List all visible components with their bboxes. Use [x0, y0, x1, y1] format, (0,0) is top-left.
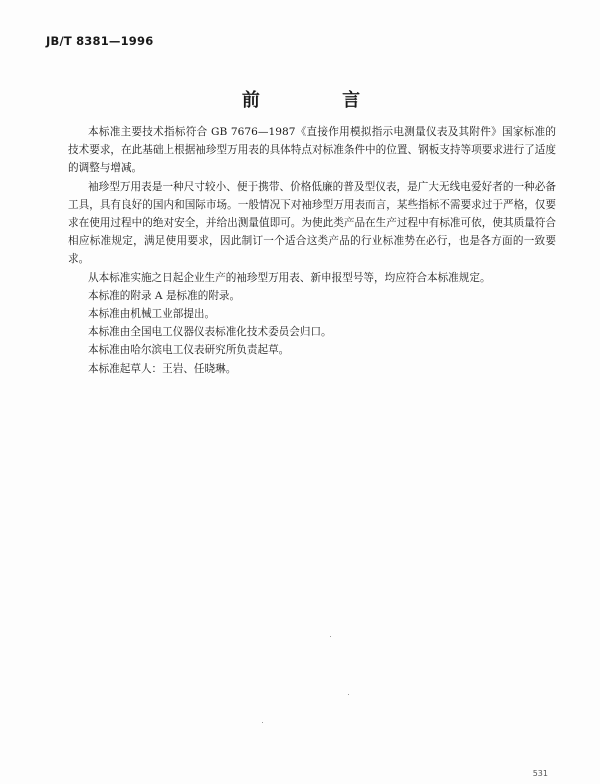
scan-speck	[330, 636, 331, 637]
standard-number-header: JB/T 8381—1996	[46, 34, 154, 48]
paragraph-technical-requirements: 本标准主要技术指标符合 GB 7676—1987《直接作用模拟指示电测量仪表及其附件》国家标准的技术要求，在此基础上根据袖珍型万用表的具体特点对标准条件中的位置、钢板支持等项要求进行了适度的调整与增减。	[68, 126, 556, 175]
paragraph-implementation: 从本标准实施之日起企业生产的袖珍型万用表、新申报型号等，均应符合本标准规定。	[88, 271, 491, 284]
preface-body	[68, 123, 556, 378]
paragraph-appendix: 本标准的附录 A 是标准的附录。	[88, 289, 241, 302]
paragraph-centralized-by: 本标准由全国电工仪器仪表标准化技术委员会归口。	[88, 326, 332, 339]
paragraph-product-background: 袖珍型万用表是一种尺寸较小、便于携带、价格低廉的普及型仪表，是广大无线电爱好者的一种必备工具，具有良好的国内和国际市场。一般情况下对袖珍型万用表而言，某些指标不需要求过于严格，仅要求在使用过程中的绝对安全，并给出测量值即可。为使此类产品在生产过程中有标准可依，使其质量符合相应标准规定，满足使用要求，因此制订一个适合这类产品的行业标准势在必行，也是各方面的一致要求。	[68, 180, 556, 266]
page-number: 531	[532, 769, 548, 778]
paragraph-drafters: 本标准起草人：王岩、任晓琳。	[88, 362, 237, 375]
scan-speck	[348, 694, 349, 695]
paragraph-proposed-by: 本标准由机械工业部提出。	[88, 308, 216, 321]
preface-title: 前 言	[241, 90, 399, 111]
scan-speck	[262, 722, 263, 723]
paragraph-drafted-by: 本标准由哈尔滨电工仪表研究所负责起草。	[88, 344, 290, 357]
